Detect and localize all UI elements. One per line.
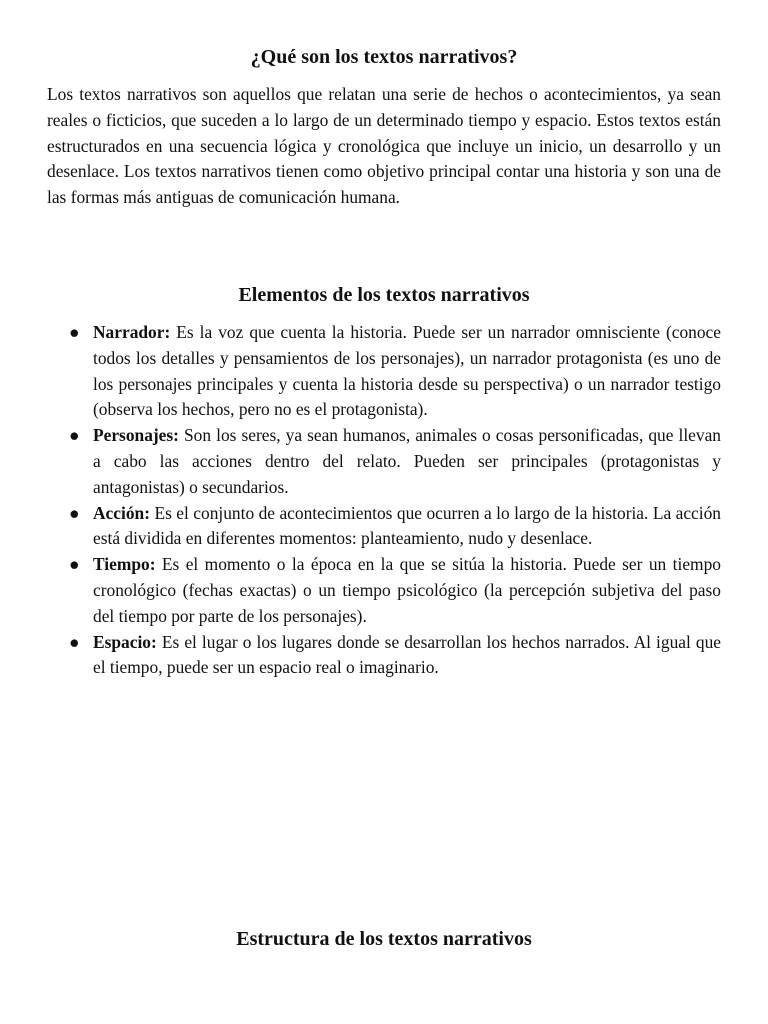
list-item-narrador bbox=[47, 320, 721, 423]
list-item-espacio bbox=[47, 630, 721, 682]
item-description: Es el lugar o los lugares donde se desarrollan los hechos narrados. Al igual que el tiempo, puede ser un espacio real o imaginario. bbox=[93, 631, 721, 678]
item-term: Acción: bbox=[93, 502, 150, 523]
item-term: Tiempo: bbox=[93, 554, 156, 575]
list-item-tiempo bbox=[47, 552, 721, 629]
bullet-icon: ● bbox=[69, 554, 80, 575]
elements-heading: Elementos de los textos narrativos bbox=[238, 284, 530, 306]
item-term: Espacio: bbox=[93, 631, 157, 652]
item-description: Son los seres, ya sean humanos, animales o cosas personificadas, que llevan a cabo las acciones dentro del relato. Pueden ser principales (protagonistas y antagonistas) o secundarios. bbox=[93, 425, 721, 497]
intro-heading: ¿Qué son los textos narrativos? bbox=[250, 46, 518, 68]
item-description: Es el conjunto de acontecimientos que ocurren a lo largo de la historia. La acción está dividida en diferentes momentos: planteamiento, nudo y desenlace. bbox=[93, 502, 721, 549]
structure-heading: Estructura de los textos narrativos bbox=[236, 928, 532, 950]
elements-list bbox=[47, 320, 721, 681]
bullet-icon: ● bbox=[69, 631, 80, 652]
item-term: Personajes: bbox=[93, 425, 179, 446]
intro-paragraph: Los textos narrativos son aquellos que relatan una serie de hechos o acontecimientos, ya sean reales o ficticios, que suceden a lo largo de un determinado tiempo y espacio. Estos textos están estructurados en una secuencia lógica y cronológica que incluye un inicio, un desarrollo y un desenlace. Los textos narrativos tienen como objetivo principal contar una historia y son una de las formas más antiguas de comunicación humana. bbox=[47, 84, 721, 208]
bullet-icon: ● bbox=[69, 322, 80, 342]
list-item-accion bbox=[47, 501, 721, 553]
item-description: Es el momento o la época en la que se sitúa la historia. Puede ser un tiempo cronológico (fechas exactas) o un tiempo psicológico (la percepción subjetiva del paso del tiempo por parte de los personajes). bbox=[93, 554, 721, 626]
bullet-icon: ● bbox=[69, 425, 80, 446]
list-item-personajes bbox=[47, 423, 721, 500]
item-description: Es la voz que cuenta la historia. Puede ser un narrador omnisciente (conoce todos los detalles y pensamientos de los personajes), un narrador protagonista (es uno de los personajes principales y cuenta la historia desde su perspectiva) o un narrador testigo (observa los hechos, pero no es el protagonista). bbox=[93, 322, 721, 420]
item-term: Narrador: bbox=[93, 322, 171, 342]
bullet-icon: ● bbox=[69, 502, 80, 523]
